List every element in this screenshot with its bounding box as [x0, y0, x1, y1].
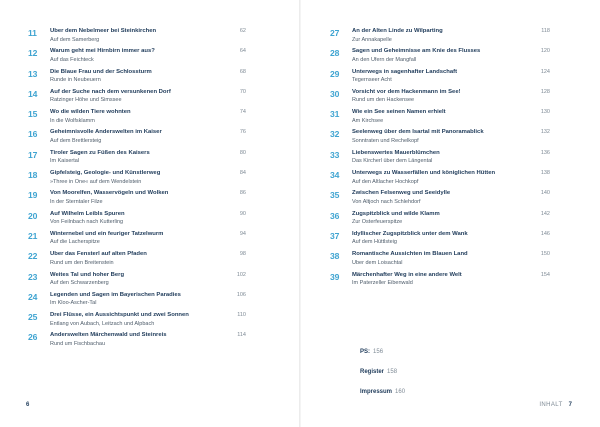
entry-number: 37 [330, 230, 340, 241]
entry-number: 26 [28, 332, 38, 343]
right-page [300, 0, 600, 427]
entry-title: Auf der Suche nach dem versunkenen Dorf [50, 88, 171, 95]
entry-page: 110 [237, 312, 246, 319]
entry-page: 142 [540, 210, 550, 217]
entry-page: 138 [540, 170, 550, 177]
entry-subtitle: Rund um den Hackensee [352, 97, 415, 104]
entry-title: Unterwegs in sagenhafter Landschaft [352, 68, 458, 75]
entry-subtitle: Auf dem Samerberg [50, 36, 100, 43]
entry-page: 124 [540, 68, 550, 75]
entry-title: Seelenweg über dem Isartal mit Panoramablick [352, 129, 484, 136]
appendix-page: 156 [373, 349, 384, 355]
entry-title: An der Alten Linde zu Wilparting [352, 28, 443, 34]
toc-entry [28, 331, 246, 351]
entry-title: Weites Tal und hoher Berg [50, 271, 125, 278]
running-header: INHALT [539, 402, 563, 408]
entry-subtitle: Auf den Altlacher Hochkopf [352, 178, 419, 185]
entry-number: 31 [330, 109, 340, 120]
entry-title: Drei Flüsse, ein Aussichtspunkt und zwei Sonnen [50, 312, 189, 319]
toc-entry [330, 128, 550, 148]
entry-number: 25 [28, 312, 38, 323]
toc-entry [28, 27, 246, 47]
entry-page: 150 [540, 251, 550, 258]
entry-subtitle: Auf die Lacherspitze [50, 239, 100, 246]
entry-page: 118 [541, 28, 550, 34]
appendix-label: Register [360, 369, 385, 375]
toc-entry [330, 68, 550, 88]
entry-title: Legenden und Sagen im Bayerischen Paradies [50, 291, 181, 298]
entry-title: Idyllischer Zugspitzblick unter dem Wank [352, 230, 468, 237]
entry-page: 80 [239, 149, 246, 156]
appendix-list [360, 349, 405, 409]
entry-number: 23 [28, 271, 38, 282]
entry-title: Zugspitzblick und wilde Klamm [352, 210, 440, 217]
entry-number: 32 [330, 129, 340, 140]
entry-title: Wo die wilden Tiere wohnten [50, 109, 131, 116]
entry-subtitle: In der Sterntaler Filze [50, 198, 103, 205]
entry-number: 11 [28, 28, 37, 38]
entry-page: 98 [239, 251, 246, 258]
entry-page: 154 [540, 271, 550, 278]
entry-title: Vorsicht vor dem Hackenmann im See! [352, 88, 461, 95]
entry-number: 12 [28, 48, 38, 59]
entry-number: 34 [330, 170, 340, 181]
toc-entry [330, 169, 550, 189]
entry-title: Romantische Aussichten im Blauen Land [352, 251, 468, 258]
entry-title: Wie ein See seinen Namen erhielt [352, 109, 446, 116]
entry-title: Auf Wilhelm Leibls Spuren [50, 210, 125, 217]
entry-subtitle: In die Wolfsklamm [50, 117, 95, 124]
entry-title: Gipfelsteig, Geologie- und Künstlerweg [50, 170, 161, 177]
toc-entry [28, 250, 246, 270]
entry-page: 128 [540, 88, 550, 95]
entry-page: 106 [236, 291, 246, 298]
entry-number: 15 [28, 109, 38, 120]
entry-number: 18 [28, 170, 38, 181]
entry-subtitle: Rund um Fischbachau [50, 340, 106, 347]
toc-entry [28, 189, 246, 209]
appendix-entry [360, 349, 405, 369]
appendix-entry [360, 389, 405, 409]
toc-entry [28, 230, 246, 250]
toc-entry [28, 169, 246, 189]
entry-page: 114 [237, 332, 246, 339]
toc-entry [330, 210, 550, 230]
entry-subtitle: Von Feilnbach nach Kutterling [50, 219, 124, 226]
entry-subtitle: An den Ufern der Mangfall [352, 56, 417, 63]
entry-title: Warum geht mei Hirnbirn immer aus? [50, 48, 155, 55]
appendix-label: Impressum [360, 389, 393, 395]
entry-page: 68 [239, 68, 246, 75]
toc-list-left [28, 27, 246, 352]
toc-entry [28, 128, 246, 148]
entry-page: 74 [239, 109, 246, 116]
entry-number: 16 [28, 129, 38, 140]
entry-subtitle: Sonntraten und Rechelkopf [352, 137, 419, 144]
appendix-entry [360, 369, 405, 389]
entry-number: 22 [28, 251, 38, 262]
entry-number: 30 [330, 88, 340, 99]
entry-title: Von Moorelfen, Wasservögeln und Wolken [50, 190, 169, 197]
entry-page: 136 [540, 149, 550, 156]
entry-subtitle: Im Paterzeller Eibenwald [352, 280, 413, 287]
entry-number: 24 [28, 291, 38, 302]
toc-entry [28, 311, 246, 331]
entry-title: Winternebel und ein feuriger Tatzelwurm [50, 230, 164, 237]
entry-page: 64 [239, 48, 246, 55]
page-number-left: 6 [26, 402, 30, 408]
entry-number: 20 [28, 210, 38, 221]
entry-number: 35 [330, 190, 340, 201]
entry-page: 132 [540, 129, 550, 136]
toc-entry [330, 149, 550, 169]
entry-subtitle: Im Kaisertal [50, 158, 80, 165]
entry-title: Die Blaue Frau und der Schlossturm [50, 68, 152, 75]
toc-entry [330, 47, 550, 67]
entry-number: 13 [28, 68, 38, 79]
entry-subtitle: Auf dem Brettlersteig [50, 137, 102, 144]
entry-title: Zwischen Felsenweg und Seeidylle [352, 190, 451, 197]
entry-number: 28 [330, 48, 340, 59]
entry-subtitle: »Three in One« auf dem Wendelstein [50, 178, 142, 185]
entry-subtitle: Zur Osterfeuerspitze [352, 219, 403, 226]
toc-entry [330, 250, 550, 270]
entry-subtitle: Zur Annakapelle [352, 36, 392, 43]
entry-subtitle: Rund um den Breitenstein [50, 259, 114, 266]
entry-page: 62 [239, 28, 246, 34]
entry-subtitle: Runde in Neubeuern [50, 77, 101, 84]
toc-entry [28, 149, 246, 169]
entry-subtitle: Über dem Loisachtal [352, 259, 403, 266]
entry-page: 146 [540, 230, 550, 237]
appendix-label: PS: [360, 349, 371, 355]
toc-entry [28, 47, 246, 67]
entry-title: Geheimnisvolle Anderswelten im Kaiser [50, 129, 162, 136]
entry-title: Unterwegs zu Wasserfällen und königlichen Hütten [352, 170, 496, 177]
entry-number: 36 [330, 210, 340, 221]
entry-number: 19 [28, 190, 38, 201]
entry-page: 120 [540, 48, 550, 55]
appendix-page: 160 [395, 389, 406, 395]
entry-title: Über dem Nebelmeer bei Steinkirchen [50, 28, 157, 34]
toc-entry [330, 27, 550, 47]
entry-page: 94 [239, 230, 246, 237]
entry-page: 130 [540, 109, 550, 116]
entry-number: 33 [330, 149, 340, 160]
entry-title: Über das Fensterl auf alten Pfaden [50, 251, 147, 258]
toc-entry [28, 291, 246, 311]
entry-page: 140 [540, 190, 550, 197]
entry-number: 14 [28, 88, 38, 99]
entry-number: 29 [330, 68, 340, 79]
toc-entry [28, 108, 246, 128]
entry-subtitle: Auf dem Hüttlsteig [352, 239, 397, 246]
entry-page: 70 [239, 88, 246, 95]
entry-subtitle: Auf das Feichteck [50, 56, 94, 63]
entry-number: 21 [28, 230, 38, 241]
toc-entry [330, 271, 550, 291]
entry-subtitle: Ratzinger Höhe und Simssee [50, 97, 122, 104]
entry-subtitle: Im Kloo-Ascher-Tal [50, 300, 97, 307]
toc-entry [28, 88, 246, 108]
entry-subtitle: Auf den Schwarzenberg [50, 280, 109, 287]
entry-subtitle: Tegernseer Acht [352, 77, 392, 84]
entry-page: 84 [239, 170, 246, 177]
entry-page: 102 [236, 271, 246, 278]
entry-subtitle: Von Altjoch nach Schlehdorf [352, 198, 421, 205]
toc-entry [330, 189, 550, 209]
entry-subtitle: Am Kirchsee [352, 117, 384, 124]
toc-entry [330, 230, 550, 250]
entry-title: Anderswelten Märchenwald und Steinreis [50, 332, 167, 339]
entry-number: 39 [330, 271, 340, 282]
entry-subtitle: Das Kircherl über dem Längental [352, 158, 433, 165]
entry-title: Sagen und Geheimnisse am Knie des Flusses [352, 48, 481, 55]
appendix-page: 158 [387, 369, 398, 375]
entry-title: Liebenswertes Mauerblümchen [352, 149, 440, 156]
entry-page: 90 [239, 210, 246, 217]
toc-list-right [330, 27, 550, 291]
page-number-right: 7 [568, 402, 572, 408]
entry-title: Tiroler Sagen zu Füßen des Kaisers [50, 149, 150, 156]
toc-entry [28, 210, 246, 230]
entry-number: 38 [330, 251, 340, 262]
entry-page: 76 [239, 129, 246, 136]
toc-entry [28, 271, 246, 291]
entry-number: 17 [28, 149, 38, 160]
entry-page: 86 [239, 190, 246, 197]
toc-entry [330, 108, 550, 128]
toc-entry [330, 88, 550, 108]
entry-number: 27 [330, 28, 340, 38]
page-footer-right [539, 402, 572, 408]
toc-entry [28, 68, 246, 88]
entry-subtitle: Entlang von Aubach, Leitzach und Alpbach [50, 320, 155, 327]
entry-title: Märchenhafter Weg in eine andere Welt [352, 271, 462, 278]
